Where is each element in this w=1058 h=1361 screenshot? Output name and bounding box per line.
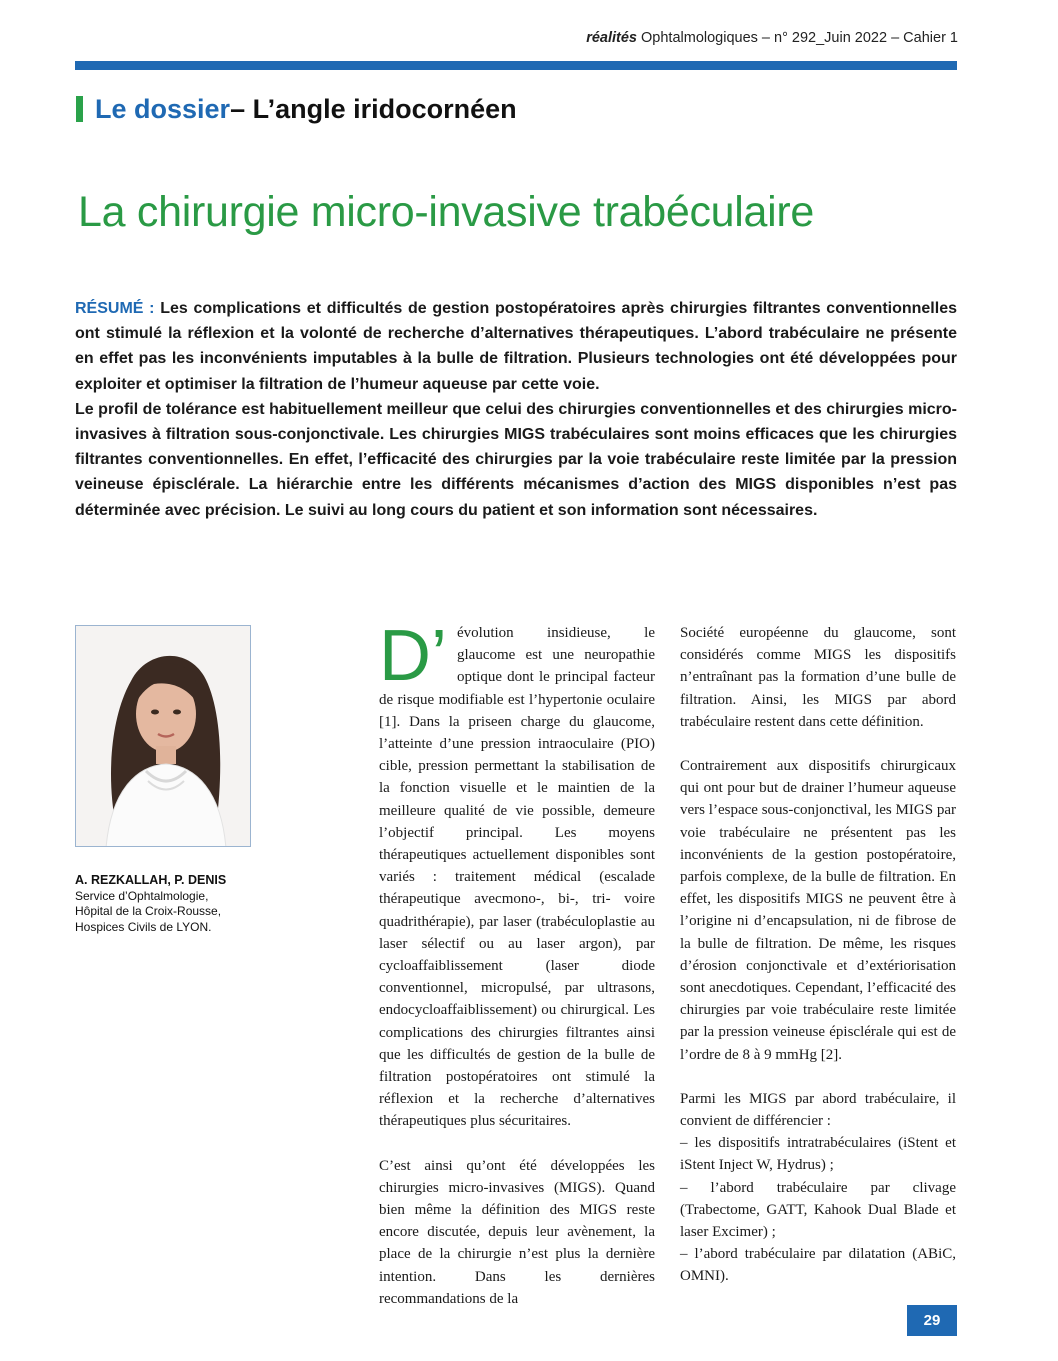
- body-paragraph: Contrairement aux dispositifs chirurgicaux qui ont pour but de drainer l’humeur aqueuse vers l’espace sous-conjonctival, les MIGS par voie trabéculaire ne présentent pas les inconvénients de la gestion postopératoire, parfois complexe, de la bulle de filtration. En effet, les dispositifs MIGS ne peuvent être à l’origine ni d’encapsulation, ni de fibrose de la bulle de filtration. De même, les risques d’érosion conjonctivale et d’extériorisation sont anecdotiques. Cependant, l’efficacité des chirurgies par voie trabéculaire reste limitée par la pression veineuse épisclérale qui est de l’ordre de 8 à 9 mmHg [2].: [680, 758, 956, 1063]
- abstract-label: RÉSUMÉ :: [75, 300, 155, 317]
- author-portrait-illustration: [76, 626, 251, 847]
- body-paragraph: C’est ainsi qu’ont été développées les chirurgies micro-invasives (MIGS). Quand bien même la définition des MIGS reste encore discutée, depuis leur avènement, la place de la chirurgie n’est plus la dernière intention. Dans les dernières recommandations de la: [379, 1157, 655, 1307]
- list-item: – l’abord trabéculaire par clivage (Trabectome, GATT, Kahook Dual Blade et laser Excimer) ;: [680, 1179, 956, 1241]
- body-paragraph: [680, 1088, 956, 1288]
- author-affiliation-2: Hôpital de la Croix-Rousse,: [75, 904, 222, 918]
- abstract-paragraph-1: [75, 296, 957, 397]
- list-item: – les dispositifs intratrabéculaires (iStent et iStent Inject W, Hydrus) ;: [680, 1135, 956, 1174]
- header-rule: [75, 61, 957, 70]
- author-affiliation-1: Service d’Ophtalmologie,: [75, 888, 209, 903]
- list-item: – l’abord trabéculaire par dilatation (ABiC, OMNI).: [680, 1246, 956, 1285]
- journal-brand: réalités: [586, 30, 637, 46]
- section-label: Le dossier: [95, 93, 231, 124]
- author-block: [75, 873, 265, 935]
- body-text: évolution insidieuse, le glaucome est une neuropathie optique dont le principal facteur de risque modifiable est l’hypertonie oculaire [1]. Dans la priseen charge du glaucome, l’atteinte d’une pression intraoculaire (PIO) cible, pression permettant la stabilisation de la fonction visuelle et le maintien de la meilleure qualité de vie possible, demeure l’objectif principal. Les moyens thérapeutiques actuellement disponibles sont variés : traitement médical (escalade thérapeutique avecmono-, bi-, tri- voire quadrithérapie), par laser (trabéculoplastie au laser sélectif ou au laser argon), par cycloaffaiblissement (laser diode conventionnel, micropulsé, par ultrasons, endocycloaffaiblissement) ou chirurgical. Les complications des chirurgies filtrantes ainsi que les difficultés de gestion de la bulle de filtration postopératoires ont stimulé la réflexion et la recherche d’alternatives thérapeutiques plus sécuritaires.: [379, 625, 655, 1130]
- author-photo: [75, 625, 251, 847]
- abstract-text-1: Les complications et difficultés de gestion postopératoires après chirurgies filtrantes conventionnelles ont stimulé la réflexion et la volonté de recherche d’alternatives thérapeutiques. L’abord trabéculaire ne présente en effet pas les inconvénients imputables à la bulle de filtration. Plusieurs technologies ont été développées pour exploiter et optimiser la filtration de l’humeur aqueuse par cette voie.: [75, 300, 957, 393]
- journal-issue: Ophtalmologiques – n° 292_Juin 2022 – Cahier 1: [637, 30, 958, 46]
- body-column-1: [379, 616, 655, 1332]
- author-names: A. REZKALLAH, P. DENIS: [75, 873, 227, 887]
- section-heading: [76, 92, 517, 126]
- body-paragraph: [379, 616, 655, 1133]
- body-paragraph: Société européenne du glaucome, sont considérés comme MIGS les dispositifs n’entraînant pas la formation d’une bulle de filtration. Ainsi, les MIGS par abord trabéculaire restent dans cette définition.: [680, 625, 956, 730]
- author-affiliation-3: Hospices Civils de LYON.: [75, 919, 212, 934]
- body-column-2: [680, 622, 956, 1288]
- running-header: [258, 30, 958, 46]
- article-title: La chirurgie micro-invasive trabéculaire: [78, 188, 815, 236]
- section-topic: – L’angle iridocornéen: [230, 93, 517, 124]
- abstract: [75, 296, 957, 523]
- abstract-paragraph-2: Le profil de tolérance est habituellement meilleur que celui des chirurgies conventionnelles et des chirurgies micro-invasives à filtration sous-conjonctivale. Les chirurgies MIGS trabéculaires sont moins efficaces que les chirurgies filtrantes conventionnelles. En effet, l’efficacité des chirurgies par la voie trabéculaire reste limitée par la pression veineuse épisclérale. La hiérarchie entre les différents mécanismes d’action des MIGS disponibles n’est pas déterminée avec précision. Le suivi au long cours du patient et son information sont nécessaires.: [75, 400, 957, 519]
- section-marker: [76, 96, 83, 122]
- drop-cap: D’: [379, 616, 447, 696]
- list-intro: Parmi les MIGS par abord trabéculaire, il convient de différencier :: [680, 1090, 956, 1130]
- page-number: 29: [907, 1305, 957, 1336]
